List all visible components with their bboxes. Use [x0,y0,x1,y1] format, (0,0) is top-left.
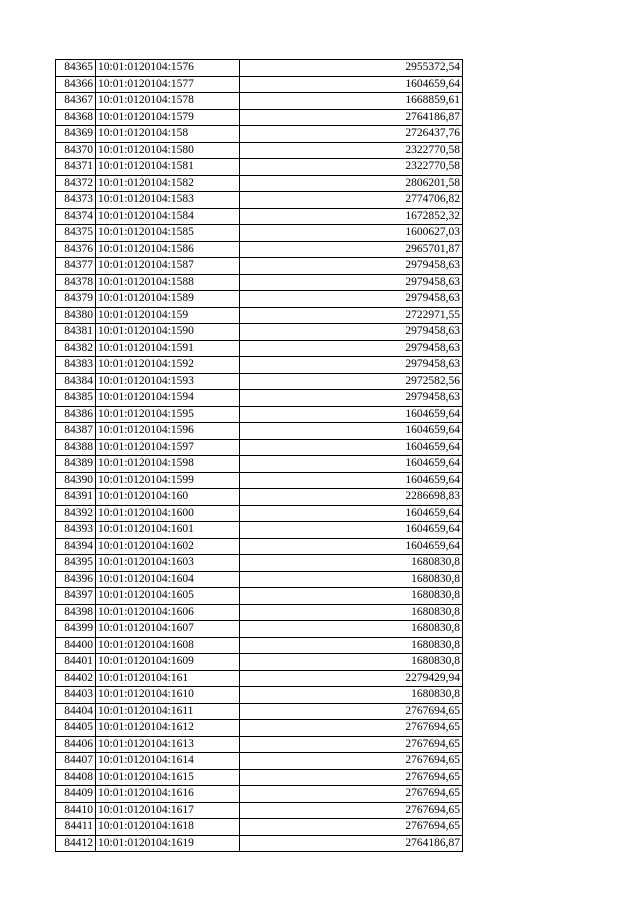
row-number-cell: 84389 [56,456,96,473]
cadastral-number-cell: 10:01:0120104:1617 [96,802,240,819]
cadastral-number-cell: 10:01:0120104:1612 [96,720,240,737]
cadastral-value-cell: 2979458,63 [240,357,463,374]
row-number-cell: 84381 [56,324,96,341]
table-row [56,109,463,126]
row-number-cell: 84374 [56,208,96,225]
cadastral-value-cell: 2979458,63 [240,324,463,341]
cadastral-number-cell: 10:01:0120104:1584 [96,208,240,225]
row-number-cell: 84392 [56,505,96,522]
cadastral-value-cell: 1604659,64 [240,76,463,93]
row-number-cell: 84371 [56,159,96,176]
row-number-cell: 84370 [56,142,96,159]
row-number-cell: 84377 [56,258,96,275]
cadastral-number-cell: 10:01:0120104:1599 [96,472,240,489]
cadastral-value-cell: 1680830,8 [240,588,463,605]
row-number-cell: 84378 [56,274,96,291]
cadastral-number-cell: 10:01:0120104:1597 [96,439,240,456]
row-number-cell: 84410 [56,802,96,819]
cadastral-number-cell: 10:01:0120104:1582 [96,175,240,192]
table-row [56,76,463,93]
cadastral-value-cell: 1604659,64 [240,406,463,423]
table-row [56,357,463,374]
row-number-cell: 84375 [56,225,96,242]
row-number-cell: 84406 [56,736,96,753]
table-row [56,406,463,423]
cadastral-number-cell: 10:01:0120104:1580 [96,142,240,159]
row-number-cell: 84388 [56,439,96,456]
table-row [56,736,463,753]
cadastral-number-cell: 10:01:0120104:1616 [96,786,240,803]
row-number-cell: 84380 [56,307,96,324]
table-row [56,340,463,357]
cadastral-number-cell: 10:01:0120104:1601 [96,522,240,539]
table-row [56,423,463,440]
row-number-cell: 84394 [56,538,96,555]
cadastral-value-cell: 1604659,64 [240,472,463,489]
cadastral-value-cell: 1604659,64 [240,423,463,440]
table-row [56,307,463,324]
cadastral-value-cell: 1604659,64 [240,456,463,473]
row-number-cell: 84411 [56,819,96,836]
row-number-cell: 84405 [56,720,96,737]
cadastral-number-cell: 10:01:0120104:1598 [96,456,240,473]
table-row [56,489,463,506]
cadastral-number-cell: 10:01:0120104:1589 [96,291,240,308]
row-number-cell: 84386 [56,406,96,423]
row-number-cell: 84393 [56,522,96,539]
table-row [56,390,463,407]
cadastral-value-cell: 1680830,8 [240,621,463,638]
data-table [55,59,463,852]
row-number-cell: 84399 [56,621,96,638]
cadastral-value-cell: 1604659,64 [240,505,463,522]
cadastral-value-cell: 2979458,63 [240,274,463,291]
cadastral-number-cell: 10:01:0120104:161 [96,670,240,687]
table-row [56,637,463,654]
row-number-cell: 84409 [56,786,96,803]
cadastral-value-cell: 2972582,56 [240,373,463,390]
table-row [56,720,463,737]
cadastral-value-cell: 2979458,63 [240,340,463,357]
table-row [56,142,463,159]
cadastral-value-cell: 1600627,03 [240,225,463,242]
row-number-cell: 84383 [56,357,96,374]
table-row [56,126,463,143]
cadastral-number-cell: 10:01:0120104:1615 [96,769,240,786]
table-row [56,241,463,258]
table-row [56,786,463,803]
cadastral-number-cell: 10:01:0120104:1576 [96,60,240,77]
row-number-cell: 84397 [56,588,96,605]
cadastral-number-cell: 10:01:0120104:1593 [96,373,240,390]
table-row [56,802,463,819]
table-row [56,538,463,555]
cadastral-number-cell: 10:01:0120104:1586 [96,241,240,258]
row-number-cell: 84379 [56,291,96,308]
table-row [56,324,463,341]
cadastral-value-cell: 2767694,65 [240,753,463,770]
row-number-cell: 84404 [56,703,96,720]
cadastral-value-cell: 2767694,65 [240,720,463,737]
table-row [56,588,463,605]
cadastral-value-cell: 2806201,58 [240,175,463,192]
cadastral-number-cell: 10:01:0120104:1610 [96,687,240,704]
cadastral-value-cell: 2767694,65 [240,703,463,720]
cadastral-value-cell: 2767694,65 [240,802,463,819]
cadastral-number-cell: 10:01:0120104:1581 [96,159,240,176]
cadastral-number-cell: 10:01:0120104:1619 [96,835,240,852]
table-row [56,753,463,770]
row-number-cell: 84402 [56,670,96,687]
table-row [56,159,463,176]
table-row [56,687,463,704]
table-body [56,60,463,852]
cadastral-value-cell: 2764186,87 [240,835,463,852]
table-row [56,819,463,836]
row-number-cell: 84366 [56,76,96,93]
cadastral-number-cell: 10:01:0120104:1618 [96,819,240,836]
row-number-cell: 84408 [56,769,96,786]
cadastral-number-cell: 10:01:0120104:159 [96,307,240,324]
cadastral-value-cell: 1680830,8 [240,687,463,704]
cadastral-value-cell: 2979458,63 [240,390,463,407]
cadastral-value-cell: 1680830,8 [240,604,463,621]
row-number-cell: 84376 [56,241,96,258]
cadastral-number-cell: 10:01:0120104:1585 [96,225,240,242]
table-row [56,604,463,621]
cadastral-number-cell: 10:01:0120104:1596 [96,423,240,440]
cadastral-number-cell: 10:01:0120104:1588 [96,274,240,291]
cadastral-number-cell: 10:01:0120104:1592 [96,357,240,374]
cadastral-value-cell: 1668859,61 [240,93,463,110]
row-number-cell: 84368 [56,109,96,126]
table-row [56,274,463,291]
row-number-cell: 84367 [56,93,96,110]
table-row [56,208,463,225]
table-row [56,835,463,852]
cadastral-value-cell: 2774706,82 [240,192,463,209]
cadastral-value-cell: 1604659,64 [240,522,463,539]
cadastral-value-cell: 2955372,54 [240,60,463,77]
cadastral-number-cell: 10:01:0120104:1611 [96,703,240,720]
cadastral-value-cell: 2722971,55 [240,307,463,324]
cadastral-number-cell: 10:01:0120104:1608 [96,637,240,654]
row-number-cell: 84384 [56,373,96,390]
cadastral-number-cell: 10:01:0120104:1605 [96,588,240,605]
cadastral-value-cell: 2286698,83 [240,489,463,506]
cadastral-value-cell: 1680830,8 [240,637,463,654]
table-row [56,555,463,572]
cadastral-value-cell: 1680830,8 [240,555,463,572]
row-number-cell: 84401 [56,654,96,671]
table-row [56,472,463,489]
table-row [56,621,463,638]
table-row [56,439,463,456]
cadastral-value-cell: 2767694,65 [240,819,463,836]
cadastral-number-cell: 10:01:0120104:160 [96,489,240,506]
table-row [56,93,463,110]
table-row [56,670,463,687]
row-number-cell: 84396 [56,571,96,588]
table-row [56,703,463,720]
cadastral-value-cell: 1680830,8 [240,571,463,588]
row-number-cell: 84365 [56,60,96,77]
row-number-cell: 84400 [56,637,96,654]
row-number-cell: 84385 [56,390,96,407]
cadastral-value-cell: 1604659,64 [240,538,463,555]
cadastral-value-cell: 2726437,76 [240,126,463,143]
cadastral-number-cell: 10:01:0120104:1609 [96,654,240,671]
row-number-cell: 84382 [56,340,96,357]
cadastral-number-cell: 10:01:0120104:1602 [96,538,240,555]
row-number-cell: 84369 [56,126,96,143]
table-row [56,291,463,308]
cadastral-number-cell: 10:01:0120104:158 [96,126,240,143]
cadastral-number-cell: 10:01:0120104:1613 [96,736,240,753]
row-number-cell: 84412 [56,835,96,852]
cadastral-number-cell: 10:01:0120104:1578 [96,93,240,110]
row-number-cell: 84387 [56,423,96,440]
cadastral-value-cell: 1672852,32 [240,208,463,225]
table-row [56,522,463,539]
row-number-cell: 84390 [56,472,96,489]
row-number-cell: 84372 [56,175,96,192]
cadastral-number-cell: 10:01:0120104:1579 [96,109,240,126]
table-row [56,571,463,588]
cadastral-value-cell: 2322770,58 [240,142,463,159]
table-row [56,373,463,390]
cadastral-value-cell: 2767694,65 [240,769,463,786]
cadastral-value-cell: 1680830,8 [240,654,463,671]
cadastral-number-cell: 10:01:0120104:1603 [96,555,240,572]
row-number-cell: 84403 [56,687,96,704]
cadastral-value-cell: 2322770,58 [240,159,463,176]
cadastral-value-cell: 2767694,65 [240,736,463,753]
table-row [56,769,463,786]
cadastral-value-cell: 2767694,65 [240,786,463,803]
cadastral-value-cell: 2979458,63 [240,258,463,275]
cadastral-number-cell: 10:01:0120104:1606 [96,604,240,621]
cadastral-number-cell: 10:01:0120104:1587 [96,258,240,275]
row-number-cell: 84373 [56,192,96,209]
table-row [56,60,463,77]
row-number-cell: 84391 [56,489,96,506]
cadastral-number-cell: 10:01:0120104:1594 [96,390,240,407]
row-number-cell: 84395 [56,555,96,572]
cadastral-number-cell: 10:01:0120104:1583 [96,192,240,209]
table-row [56,192,463,209]
cadastral-number-cell: 10:01:0120104:1591 [96,340,240,357]
cadastral-number-cell: 10:01:0120104:1600 [96,505,240,522]
table-row [56,258,463,275]
row-number-cell: 84407 [56,753,96,770]
table-row [56,505,463,522]
cadastral-value-cell: 2965701,87 [240,241,463,258]
cadastral-value-cell: 2764186,87 [240,109,463,126]
table-row [56,456,463,473]
table-row [56,654,463,671]
cadastral-number-cell: 10:01:0120104:1604 [96,571,240,588]
table-row [56,175,463,192]
row-number-cell: 84398 [56,604,96,621]
cadastral-value-cell: 2979458,63 [240,291,463,308]
table-row [56,225,463,242]
cadastral-number-cell: 10:01:0120104:1614 [96,753,240,770]
cadastral-number-cell: 10:01:0120104:1595 [96,406,240,423]
cadastral-number-cell: 10:01:0120104:1590 [96,324,240,341]
cadastral-value-cell: 1604659,64 [240,439,463,456]
cadastral-number-cell: 10:01:0120104:1607 [96,621,240,638]
cadastral-number-cell: 10:01:0120104:1577 [96,76,240,93]
cadastral-value-cell: 2279429,94 [240,670,463,687]
